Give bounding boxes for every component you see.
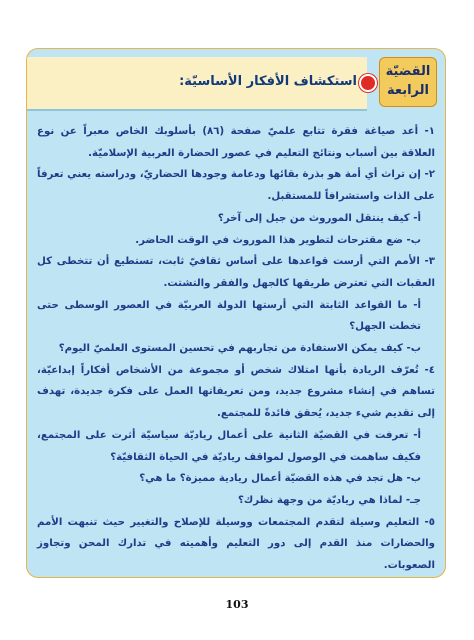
issue-badge [379, 57, 437, 107]
paragraph: ٤- تُعرّف الريادة بأنها امتلاك شخص أو مجموعة من الأشخاص أفكاراً إبداعيّة، تساهم في إنشاء مشروع جديد، ومن تعريفاتها العمل على فكرة جديدة، تهدف إلى تقديم شيء جديد، يُحقق فائدةً للمجتمع. [37, 364, 435, 420]
page-number: 103 [225, 598, 249, 611]
paragraph: ب- هل تجد في هذه القضيّة أعمال ريادية مميزة؟ ما هي؟ [139, 473, 421, 485]
paragraph: أ- ما القواعد الثابتة التي أرستها الدولة العربيّة في العصور الوسطى حتى تخطت الجهل؟ [37, 299, 421, 333]
paragraph: ٢- إن تراث أي أمة هو بذرة بقائها ودعامة وجودها الحضاريّ، ودراسته يعني تعرفاً على الذات واستشرافاً للمستقبل. [37, 169, 435, 203]
paragraph [37, 577, 435, 578]
paragraph: ب- كيف يمكن الاستفادة من تجاربهم في تحسين المستوى العلميّ اليوم؟ [58, 343, 421, 355]
paragraph: أ- تعرفت في القضيّة الثانية على أعمال رياديّة سياسيّة أثرت على المجتمع، فكيف ساهمت في الوصول لمواقف رياديّة في الحياة الثقافيّة؟ [37, 429, 421, 463]
red-dot-icon [359, 74, 377, 92]
paragraph: ٥- التعليم وسيلة لتقدم المجتمعات ووسيلة للإصلاح والتغيير حيث تنبهت الأمم والحضارات منذ القدم إلى دور التعليم وأهميته في تدارك المحن وتجاوز الصعوبات. [37, 516, 435, 572]
paragraph: ب- ضع مقترحات لتطوير هذا الموروث في الوقت الحاضر. [135, 234, 421, 246]
section-title: استكشاف الأفكار الأساسيّة: [179, 74, 357, 89]
issue-badge-line2: الرابعة [387, 83, 429, 98]
paragraph: أ- كيف ينتقل الموروث من جيل إلى آخر؟ [217, 212, 421, 224]
issue-badge-line1: القضيّة [385, 64, 431, 79]
paragraph: جـ- لماذا هي رياديّة من وجهة نظرك؟ [237, 494, 421, 506]
paragraph: ٣- الأمم التي أرست قواعدها على أساس ثقافيّ ثابت، تستطيع أن تتخطى كل العقبات التي تعترض طريقها كالجهل والفقر والتشتت. [37, 256, 435, 289]
questions-body [37, 121, 435, 578]
section-header [27, 57, 367, 111]
paragraph: ١- أعد صياغة فقرة تتابع علميّ صفحة (٨٦) بأسلوبك الخاص معبراً عن نوع العلاقة بين أسباب ونتائج التعليم في عصور الحضارة العربية الإسلاميّة. [37, 126, 435, 159]
content-panel [26, 48, 446, 578]
